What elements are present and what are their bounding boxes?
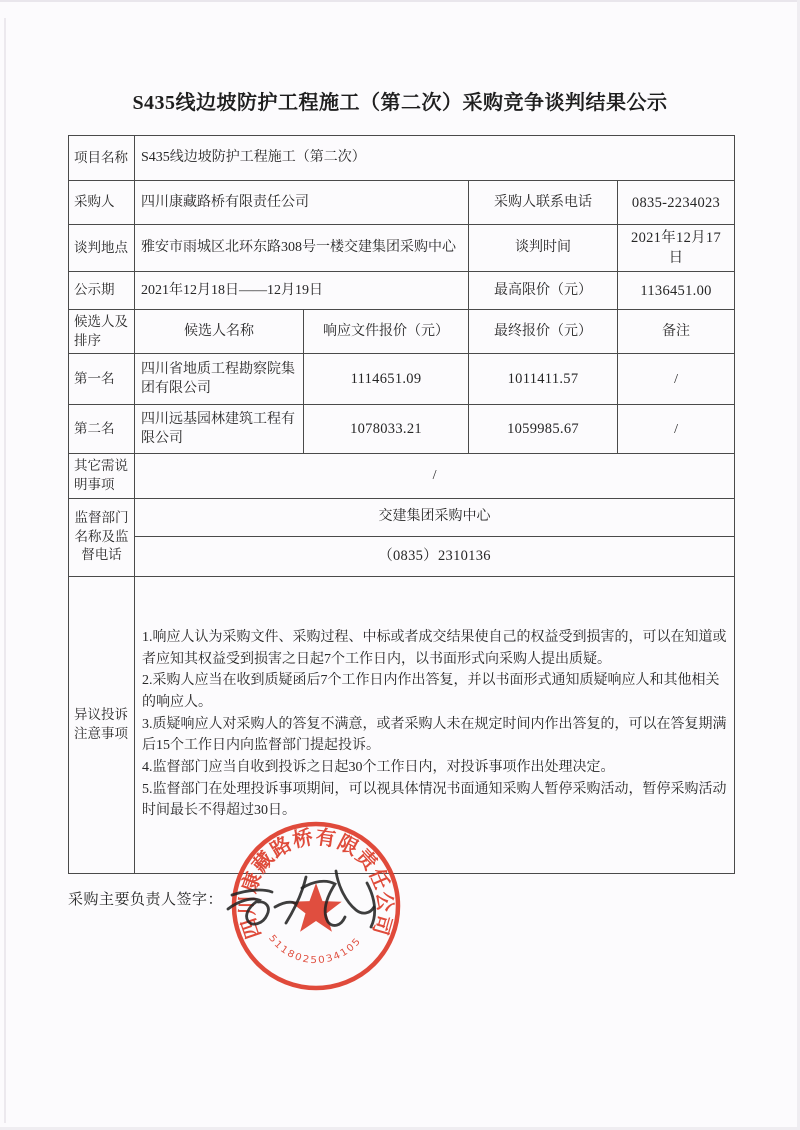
other-notes-label: 其它需说明事项	[69, 454, 135, 498]
candidate-row-1	[69, 354, 735, 405]
company-seal	[218, 814, 418, 1010]
purchaser-value: 四川康藏路桥有限责任公司	[135, 181, 469, 225]
publicity-value: 2021年12月18日——12月19日	[135, 272, 469, 310]
row-location	[69, 225, 735, 272]
row-publicity	[69, 272, 735, 310]
seal-company-text: 四川康藏路桥有限责任公司	[236, 826, 396, 942]
objection-item-4: 4.监督部门应当自收到投诉之日起30个工作日内，对投诉事项作出处理决定。	[142, 760, 615, 776]
candidates-remark-header: 备注	[618, 310, 735, 354]
row-other-notes	[69, 454, 735, 498]
candidates-final-header: 最终报价（元）	[469, 310, 618, 354]
candidate-1-name: 四川省地质工程勘察院集团有限公司	[135, 354, 304, 405]
row-purchaser	[69, 181, 735, 225]
page-title: S435线边坡防护工程施工（第二次）采购竞争谈判结果公示	[132, 92, 668, 114]
candidate-2-final: 1059985.67	[469, 405, 618, 454]
seal-number-text: 5118025034105	[266, 932, 364, 967]
negotiation-time-value: 2021年12月17日	[618, 225, 735, 272]
purchaser-phone-label: 采购人联系电话	[469, 181, 618, 225]
scan-edge-left	[4, 18, 6, 1123]
objection-item-3: 3.质疑响应人对采购人的答复不满意，或者采购人未在规定时间内作出答复的，可以在答复期满后15个工作日内向监督部门提起投诉。	[142, 716, 727, 754]
candidate-row-2	[69, 405, 735, 454]
supervision-phone: （0835）2310136	[135, 536, 735, 576]
purchaser-label: 采购人	[69, 181, 135, 225]
supervision-label: 监督部门名称及监督电话	[69, 498, 135, 576]
location-value: 雅安市雨城区北环东路308号一楼交建集团采购中心	[135, 225, 469, 272]
project-label: 项目名称	[69, 136, 135, 181]
candidate-1-rank: 第一名	[69, 354, 135, 405]
candidates-rank-header: 候选人及排序	[69, 310, 135, 354]
row-project	[69, 136, 735, 181]
project-value: S435线边坡防护工程施工（第二次）	[135, 136, 735, 181]
objection-item-1: 1.响应人认为采购文件、采购过程、中标或者成交结果使自己的权益受到损害的，可以在知道或者应知其权益受到损害之日起7个工作日内，以书面形式向采购人提出质疑。	[142, 629, 727, 667]
objection-item-5: 5.监督部门在处理投诉事项期间，可以视具体情况书面通知采购人暂停采购活动，暂停采购活动时间最长不得超过30日。	[142, 781, 727, 819]
candidate-2-rank: 第二名	[69, 405, 135, 454]
candidates-name-header: 候选人名称	[135, 310, 304, 354]
candidate-2-name: 四川远基园林建筑工程有限公司	[135, 405, 304, 454]
publicity-label: 公示期	[69, 272, 135, 310]
max-price-value: 1136451.00	[618, 272, 735, 310]
row-candidates-header	[69, 310, 735, 354]
results-table-grid	[68, 135, 735, 874]
candidate-2-bid: 1078033.21	[304, 405, 469, 454]
scan-edge-top	[0, 0, 800, 2]
candidates-bid-header: 响应文件报价（元）	[304, 310, 469, 354]
results-table	[68, 135, 734, 874]
signature-label: 采购主要负责人签字：	[68, 892, 224, 908]
objection-label: 异议投诉注意事项	[69, 576, 135, 873]
candidate-1-final: 1011411.57	[469, 354, 618, 405]
purchaser-phone-value: 0835-2234023	[618, 181, 735, 225]
supervision-department: 交建集团采购中心	[135, 498, 735, 536]
other-notes-value: /	[135, 454, 735, 498]
candidate-1-remark: /	[618, 354, 735, 405]
max-price-label: 最高限价（元）	[469, 272, 618, 310]
candidate-2-remark: /	[618, 405, 735, 454]
objection-item-2: 2.采购人应当在收到质疑函后7个工作日内作出答复，并以书面形式通知质疑响应人和其他相关的响应人。	[142, 673, 720, 710]
row-supervision-phone	[69, 536, 735, 576]
negotiation-time-label: 谈判时间	[469, 225, 618, 272]
row-supervision-name	[69, 498, 735, 536]
location-label: 谈判地点	[69, 225, 135, 272]
candidate-1-bid: 1114651.09	[304, 354, 469, 405]
